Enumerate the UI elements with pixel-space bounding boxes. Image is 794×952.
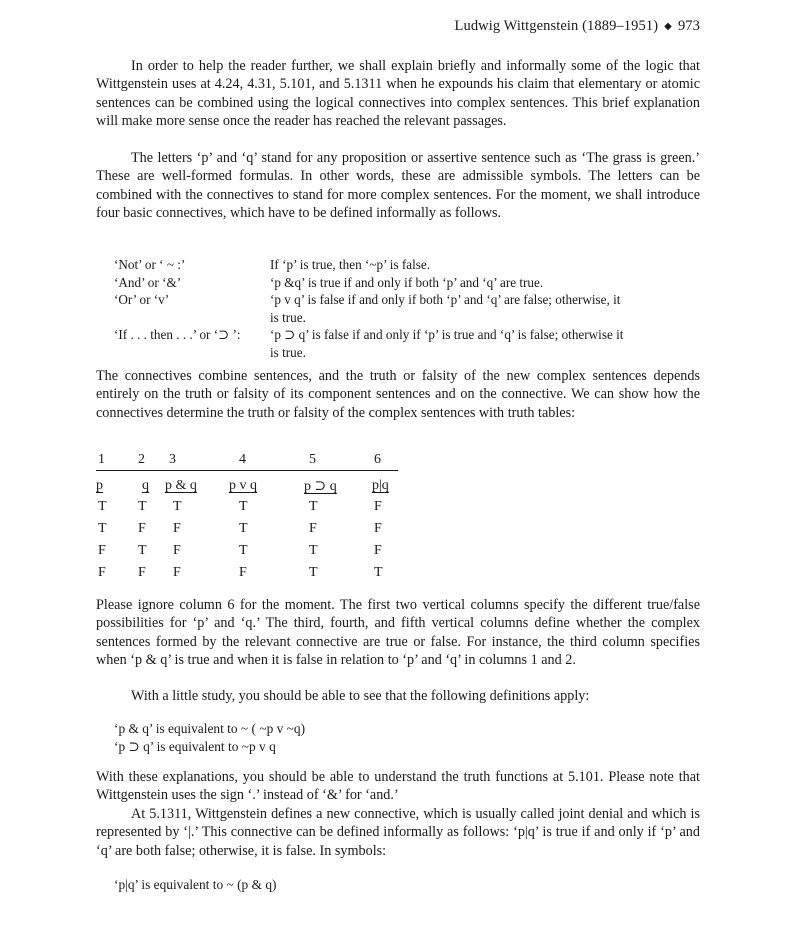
column-number: 2 [138, 452, 145, 467]
table-cell: T [98, 499, 107, 514]
table-row [96, 521, 398, 543]
table-cell: T [138, 499, 147, 514]
column-number: 4 [239, 452, 246, 467]
table-row [96, 565, 398, 587]
equivalence-joint-denial: ‘p|q’ is equivalent to ~ (p & q) [114, 877, 277, 892]
table-header-implies: p ⊃ q [304, 479, 337, 494]
table-cell: T [138, 543, 147, 558]
book-page [96, 0, 700, 952]
table-cell: T [239, 499, 248, 514]
equivalence-implies: ‘p ⊃ q’ is equivalent to ~p v q [114, 739, 276, 754]
paragraph-columns: Please ignore column 6 for the moment. The first two vertical columns specify the different true/false possibilities for ‘p’ and ‘q.’ The third, fourth, and fifth vertical columns define whether the complex sentences formed by the relevant connective are true or false. For instance, the third column specifies when ‘p & q’ is true and when it is false in relation to ‘p’ and ‘q’ in columns 1 and 2. [96, 597, 700, 668]
table-rule [96, 470, 398, 471]
table-header-or: p v q [229, 478, 257, 493]
running-head [455, 18, 700, 35]
diamond-bullet-icon: ◆ [664, 21, 672, 32]
table-cell: F [173, 521, 181, 536]
definition-term: ‘If . . . then . . .’ or ‘⊃ ’: [114, 327, 241, 343]
definition-description: ‘p ⊃ q’ is false if and only if ‘p’ is true and ‘q’ is false; otherwise it is true. [270, 327, 624, 360]
table-cell: T [374, 565, 383, 580]
truth-table [96, 452, 398, 587]
definition-term: ‘Not’ or ‘ ~ :’ [114, 257, 186, 272]
table-cell: F [239, 565, 247, 580]
table-cell: F [173, 565, 181, 580]
definition-description: If ‘p’ is true, then ‘~p’ is false. [270, 257, 431, 272]
table-cell: F [138, 521, 146, 536]
paragraph-intro: In order to help the reader further, we shall explain briefly and informally some of the logic that Wittgenstein uses at 4.24, 4.31, 5.101, and 5.1311 when he expounds his claim that elementary or atomic sentences can be combined using the logical connectives into complex sentences. This brief explanation will make more sense once the reader has reached the relevant passages. [96, 58, 700, 129]
connective-definitions [114, 256, 700, 362]
paragraph-letters: The letters ‘p’ and ‘q’ stand for any proposition or assertive sentence such as ‘The grass is green.’ These are well-formed formulas. In other words, these are admissible symbols. The letters can be combined with the connectives to stand for more complex sentences. For the moment, we shall introduce four basic connectives, which have to be defined informally as follows. [96, 150, 700, 221]
definition-if-then [114, 326, 700, 361]
paragraph-connectives: The connectives combine sentences, and the truth or falsity of the new complex sentences depends entirely on the truth or falsity of its component sentences and on the connective. We can show how the connectives determine the truth or falsity of the complex sentences with truth tables: [96, 368, 700, 421]
definition-or [114, 291, 700, 326]
table-header-joint-denial: p|q [372, 478, 389, 493]
table-cell: T [239, 543, 248, 558]
table-cell: F [309, 521, 317, 536]
table-column-numbers [96, 452, 398, 472]
table-cell: F [173, 543, 181, 558]
table-cell: T [309, 499, 318, 514]
table-cell: T [239, 521, 248, 536]
paragraph-definitions-apply: With a little study, you should be able to see that the following definitions apply: [131, 688, 590, 704]
running-head-author: Ludwig Wittgenstein (1889–1951) [454, 18, 659, 34]
paragraph-truth-functions: With these explanations, you should be able to understand the truth functions at 5.101. Please note that Wittgenstein uses the sign ‘.’ instead of ‘&’ for ‘and.’ [96, 769, 700, 804]
paragraph-joint-denial: At 5.1311, Wittgenstein defines a new connective, which is usually called joint denial and which is represented by ‘|.’ This connective can be defined informally as follows: ‘p|q’ is true if and only if ‘p’ and ‘q’ are both false; otherwise, it is false. In symbols: [96, 806, 700, 859]
table-header-and: p & q [165, 478, 197, 493]
equivalence-and: ‘p & q’ is equivalent to ~ ( ~p v ~q) [114, 721, 306, 736]
definition-term: ‘And’ or ‘&’ [114, 274, 182, 290]
definition-description: ‘p &q’ is true if and only if both ‘p’ and ‘q’ are true. [270, 274, 544, 290]
column-number: 6 [374, 452, 381, 467]
table-cell: T [309, 543, 318, 558]
column-number: 1 [98, 452, 105, 467]
table-cell: F [98, 543, 106, 558]
column-number: 3 [169, 452, 176, 467]
definition-description: ‘p v q’ is false if and only if both ‘p’ and ‘q’ are false; otherwise, it is true. [270, 292, 621, 325]
table-row [96, 543, 398, 565]
table-cell: T [309, 565, 318, 580]
table-cell: F [374, 499, 382, 514]
table-cell: F [374, 543, 382, 558]
definition-and [114, 274, 700, 292]
table-header-q: q [142, 478, 149, 493]
table-cell: F [138, 565, 146, 580]
definition-term: ‘Or’ or ‘v’ [114, 292, 170, 308]
table-header-row [96, 478, 398, 499]
table-cell: T [173, 499, 182, 514]
table-header-p: p [96, 478, 103, 493]
page-number: 973 [677, 18, 700, 34]
table-row [96, 499, 398, 521]
table-cell: F [374, 521, 382, 536]
table-cell: T [98, 521, 107, 536]
table-cell: F [98, 565, 106, 580]
definition-not [114, 256, 700, 274]
column-number: 5 [309, 452, 316, 467]
